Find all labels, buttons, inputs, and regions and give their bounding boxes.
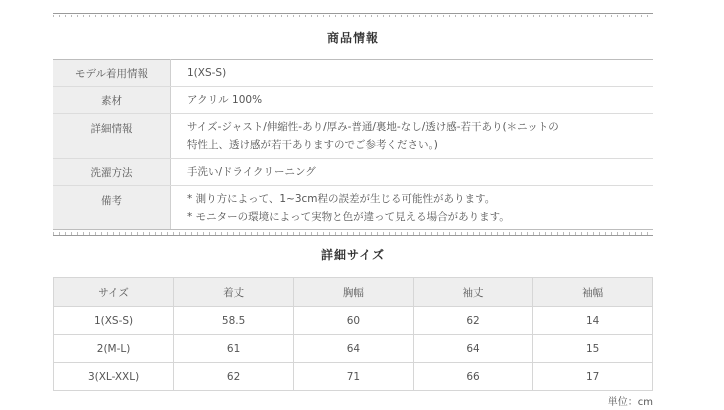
info-value — [171, 186, 654, 230]
product-info-title: 商品情報 — [326, 31, 379, 45]
size-cell: 14 — [533, 307, 653, 335]
info-value-line: * 測り方によって、1~3cm程の誤差が生じる可能性があります。 — [187, 192, 496, 205]
info-value-line: * モニターの環境によって実物と色が違って見える場合があります。 — [187, 210, 510, 223]
size-cell: 64 — [294, 335, 414, 363]
size-cell: 64 — [413, 335, 533, 363]
size-cell: 62 — [413, 307, 533, 335]
size-header-cell: 袖幅 — [533, 278, 653, 307]
size-cell: 58.5 — [174, 307, 294, 335]
size-cell: 61 — [174, 335, 294, 363]
size-cell: 71 — [294, 363, 414, 391]
info-row-details — [53, 114, 653, 159]
info-label: 洗濯方法 — [53, 159, 171, 186]
info-label: 素材 — [53, 87, 171, 114]
size-header-row — [54, 278, 653, 307]
info-value — [171, 87, 654, 114]
info-value-line: アクリル 100% — [187, 94, 263, 106]
size-cell: 60 — [294, 307, 414, 335]
middle-ruler-divider — [53, 232, 653, 236]
size-header-cell: 胸幅 — [294, 278, 414, 307]
size-row — [54, 307, 653, 335]
size-cell: 3(XL-XXL) — [54, 363, 174, 391]
size-header-cell: 着丈 — [174, 278, 294, 307]
info-value — [171, 114, 654, 159]
info-value — [171, 60, 654, 87]
unit-label: 単位：cm — [607, 397, 653, 408]
info-row-washing — [53, 159, 653, 186]
info-row-material — [53, 87, 653, 114]
size-detail-title: 詳細サイズ — [320, 248, 386, 262]
size-cell: 2(M-L) — [54, 335, 174, 363]
info-value — [171, 159, 654, 186]
info-row-model — [53, 60, 653, 87]
info-label: モデル着用情報 — [53, 60, 171, 87]
info-label: 備考 — [53, 186, 171, 230]
size-row — [54, 335, 653, 363]
size-cell: 1(XS-S) — [54, 307, 174, 335]
info-value-line: 手洗い/ドライクリーニング — [187, 166, 316, 178]
size-header-cell: サイズ — [54, 278, 174, 307]
info-value-line: 1(XS-S) — [187, 67, 227, 79]
size-table — [53, 277, 653, 391]
product-info-table — [53, 59, 653, 230]
info-value-line: 特性上、透け感が若干ありますのでご参考ください。) — [187, 139, 438, 151]
size-row — [54, 363, 653, 391]
info-value-line: サイズ-ジャスト/伸縮性-あり/厚み-普通/裏地-なし/透け感-若干あり(＊ニットの — [187, 121, 559, 133]
size-cell: 62 — [174, 363, 294, 391]
size-cell: 15 — [533, 335, 653, 363]
size-cell: 66 — [413, 363, 533, 391]
size-cell: 17 — [533, 363, 653, 391]
top-ruler-divider — [53, 13, 653, 17]
info-row-remarks — [53, 186, 653, 230]
info-label: 詳細情報 — [53, 114, 171, 159]
size-header-cell: 袖丈 — [413, 278, 533, 307]
